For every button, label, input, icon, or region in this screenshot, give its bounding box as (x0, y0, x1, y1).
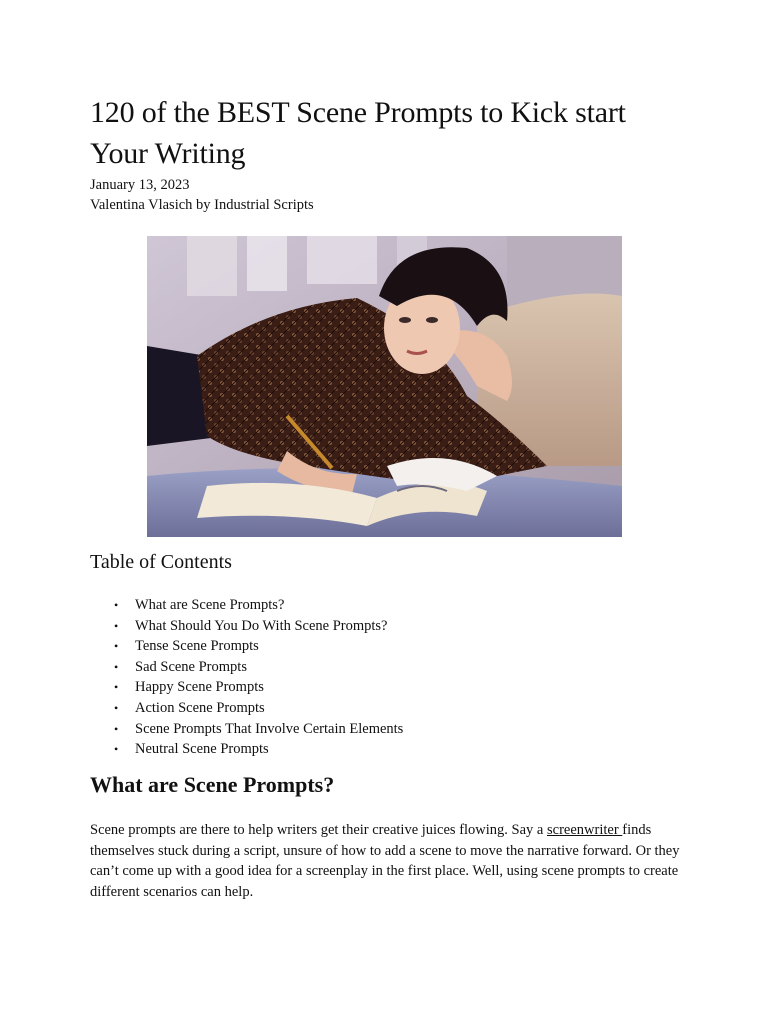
toc-heading: Table of Contents (90, 551, 232, 573)
toc-item[interactable]: • Tense Scene Prompts (114, 638, 259, 655)
publish-date: January 13, 2023 (90, 177, 190, 193)
toc-item[interactable]: • What Should You Do With Scene Prompts? (114, 617, 388, 634)
screenwriter-link[interactable]: screenwriter (547, 822, 623, 838)
toc-item[interactable]: • Sad Scene Prompts (114, 658, 247, 675)
hero-image (147, 236, 622, 537)
toc-item[interactable]: • Action Scene Prompts (114, 699, 265, 716)
toc-item[interactable]: • What are Scene Prompts? (114, 597, 285, 613)
intro-paragraph: Scene prompts are there to help writers get their creative juices flowing. Say a screenwriter finds themselves stuck during a script, unsure of how to add a scene to move the narrative forward. Or they can’t come up with a good idea for a screenplay in the first place. Well, using scene prompts to create different scenarios can help. (90, 822, 680, 900)
toc-item[interactable]: • Scene Prompts That Involve Certain Elements (114, 720, 404, 737)
section-heading: What are Scene Prompts? (90, 772, 335, 797)
author-line: Valentina Vlasich by Industrial Scripts (90, 197, 314, 213)
toc-list (90, 595, 403, 760)
article-title: 120 of the BEST Scene Prompts to Kick start Your Writing (90, 96, 626, 170)
toc-item[interactable]: • Neutral Scene Prompts (114, 741, 269, 758)
toc-item[interactable]: • Happy Scene Prompts (114, 679, 264, 696)
